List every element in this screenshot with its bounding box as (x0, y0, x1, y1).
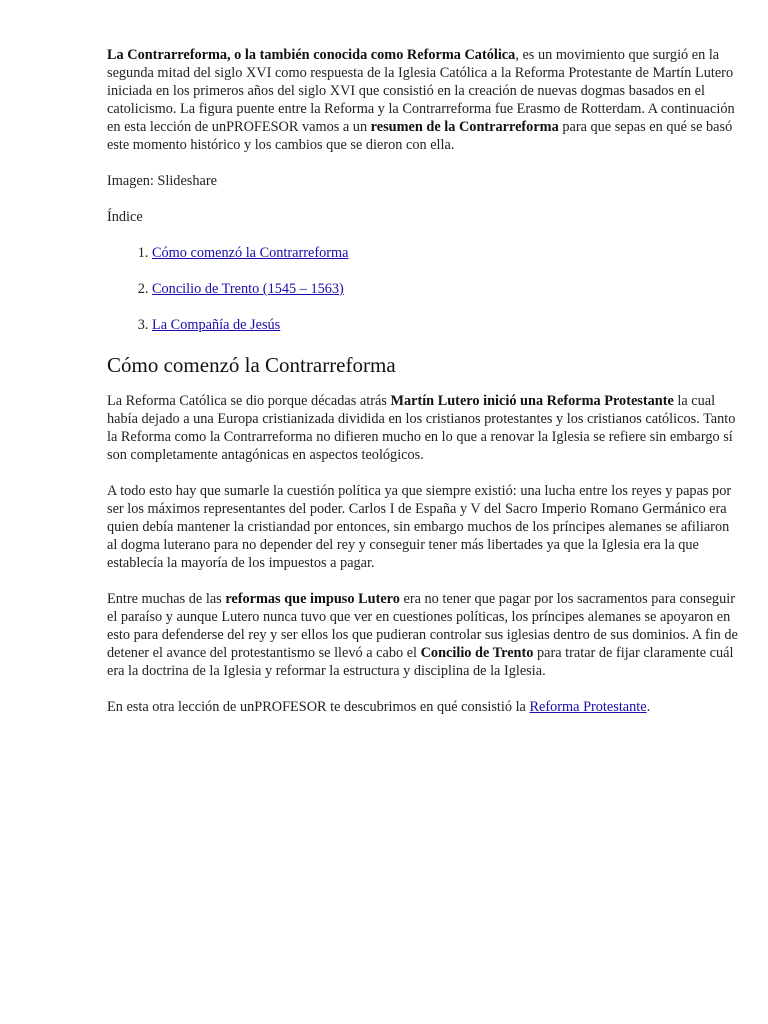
p3-text-1: Entre muchas de las (107, 591, 226, 607)
image-caption: Imagen: Slideshare (107, 173, 217, 189)
section-paragraph-4 (107, 698, 738, 716)
p4-text-1: En esta otra lección de unPROFESOR te descubrimos en qué consistió la (107, 699, 530, 715)
p4-text-2: . (646, 699, 651, 715)
index-label: Índice (107, 209, 143, 225)
table-of-contents (107, 244, 738, 334)
intro-text-1: , es un movimiento que surgió en la segunda mitad del siglo XVI como respuesta de la Iglesia Católica a la Reforma Protestante de Martín Lutero iniciada en los primeros años del siglo XVI que consistió en la creación de nuevas dogmas basados en el catolicismo. La figura puente entre la Reforma y la Contrarreforma fue Erasmo de Rotterdam. A continuación en esta lección de unPROFESOR vamos a un (107, 47, 735, 135)
p1-text-2: la cual había dejado a una Europa cristianizada dividida en los cristianos protestantes y los cristianos católicos. Tanto la Reforma como la Contrarreforma no difieren mucho en lo que a renovar la Iglesia se refiere sin embargo sí son completamente antagónicas en aspectos teológicos. (107, 393, 736, 463)
toc-link-concilio-trento[interactable]: Concilio de Trento (1545 – 1563) (152, 281, 344, 297)
toc-link-compania-jesus[interactable]: La Compañía de Jesús (152, 317, 281, 333)
p1-bold-lutero: Martín Lutero inició una Reforma Protestante (390, 393, 674, 409)
section-paragraph-2: A todo esto hay que sumarle la cuestión política ya que siempre existió: una lucha entre los reyes y papas por ser los máximos representantes del poder. Carlos I de España y V del Sacro Imperio Romano Germánico era quien debía mantener la cristiandad por entonces, sin embargo muchos de los príncipes alemanes se afiliaron al dogma luterano para no depender del rey y conseguir tener más libertades ya que la Iglesia era la que establecía la mayoría de los impuestos a pagar. (107, 483, 732, 571)
toc-item (152, 316, 738, 334)
section-paragraph-3 (107, 590, 738, 680)
p3-bold-concilio: Concilio de Trento (420, 645, 534, 661)
intro-paragraph (107, 46, 738, 154)
toc-item (152, 244, 738, 262)
p3-bold-reformas: reformas que impuso Lutero (225, 591, 400, 607)
reforma-protestante-link[interactable]: Reforma Protestante (529, 699, 647, 715)
intro-bold-summary: resumen de la Contrarreforma (370, 119, 559, 135)
intro-bold-title: La Contrarreforma, o la también conocida como Reforma Católica (107, 47, 516, 63)
p3-text-2: era no tener que pagar por los sacramentos para conseguir el paraíso y aunque Lutero nunca tuvo que ver en cuestiones políticas, los príncipes alemanes se apoyaron en esto para defenderse del rey y ser ellos los que pudieran controlar sus iglesias dentro de sus dominios. A fin de detener el avance del protestantismo se llevó a cabo el (107, 591, 738, 661)
p1-text-1: La Reforma Católica se dio porque décadas atrás (107, 393, 391, 409)
p3-text-3: para tratar de fijar claramente cuál era la doctrina de la Iglesia y reformar la estructura y disciplina de la Iglesia. (107, 645, 734, 679)
section-paragraph-1 (107, 392, 738, 464)
toc-link-como-comenzo[interactable]: Cómo comenzó la Contrarreforma (152, 245, 349, 261)
toc-item (152, 280, 738, 298)
intro-text-2: para que sepas en qué se basó este momento histórico y los cambios que se dieron con ella. (107, 119, 733, 153)
section-heading: Cómo comenzó la Contrarreforma (107, 353, 396, 377)
